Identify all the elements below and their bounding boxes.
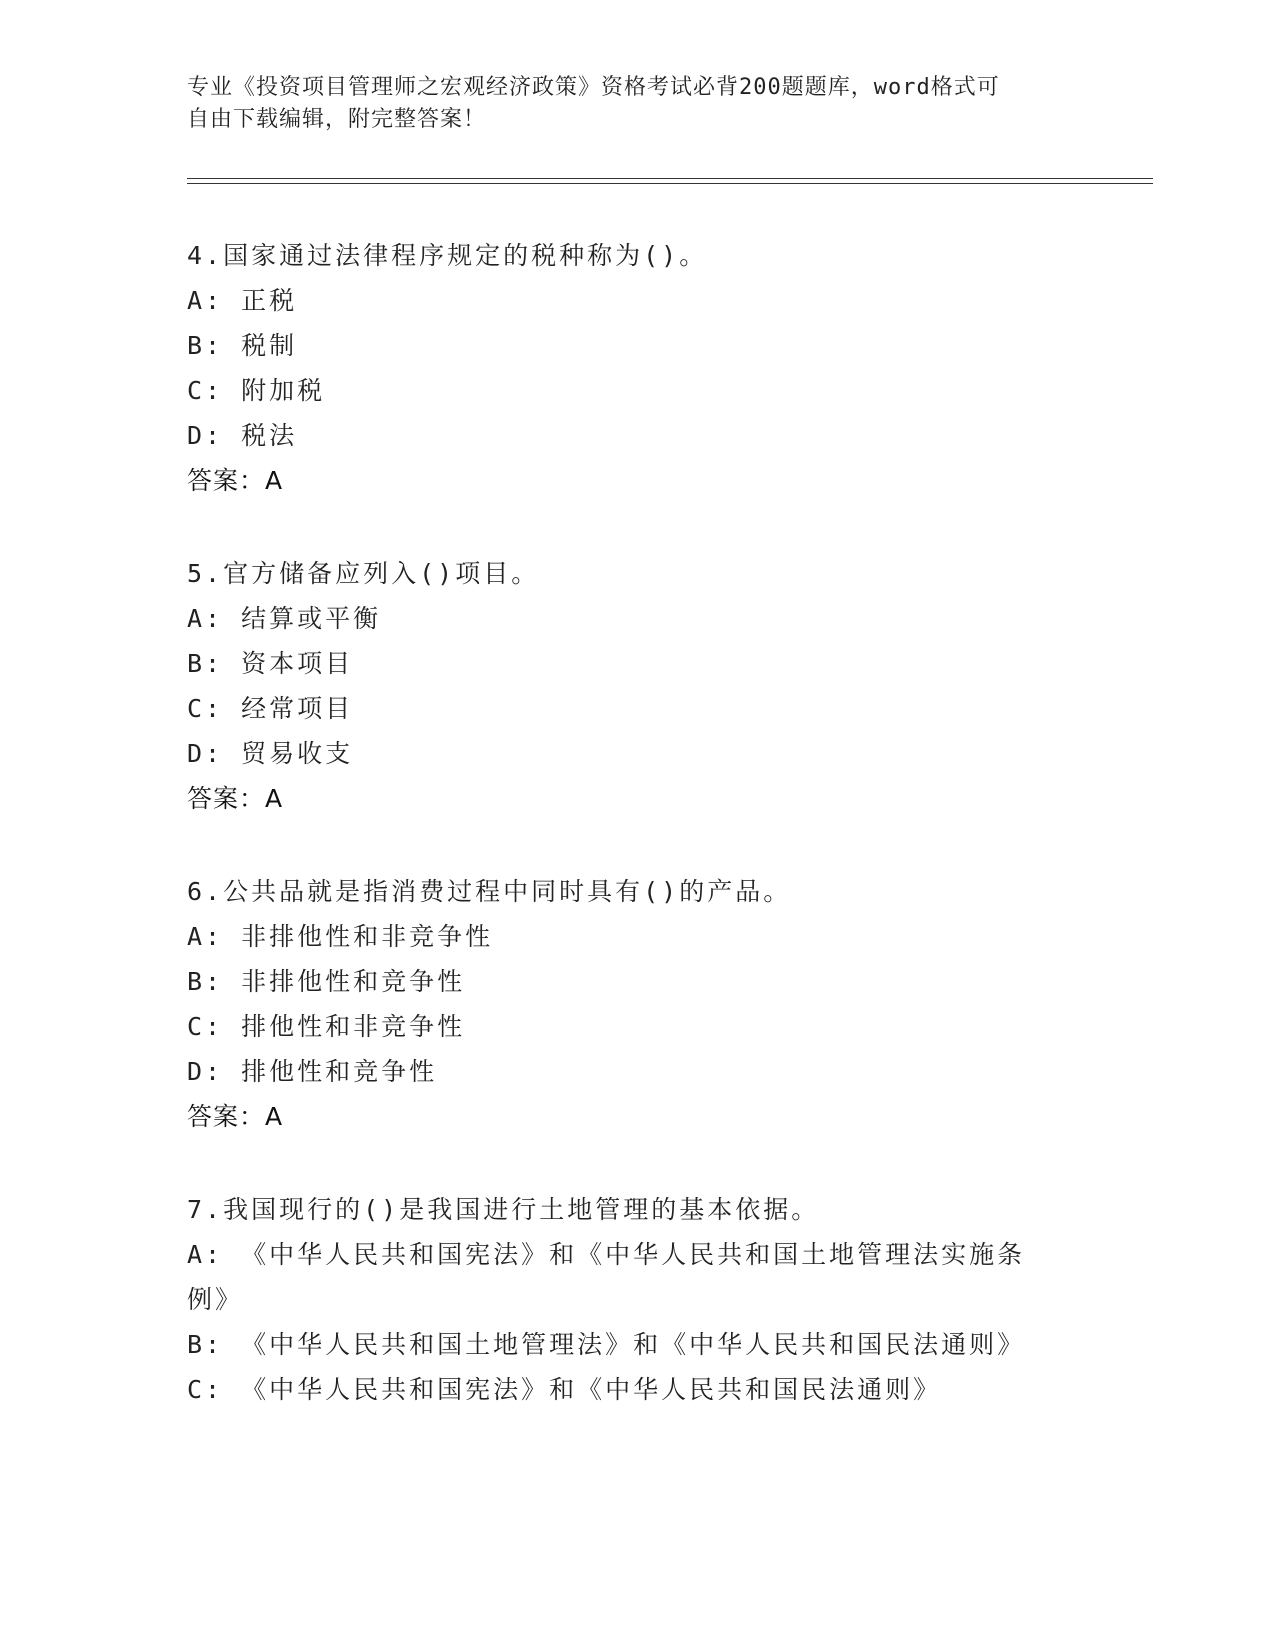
option-d: D: 贸易收支 — [187, 739, 354, 768]
answer-text: 答案：A — [187, 1102, 284, 1131]
header-line-2: 自由下载编辑，附完整答案！ — [187, 107, 487, 132]
question-stem: 4.国家通过法律程序规定的税种称为()。 — [187, 241, 708, 270]
option-b: B: 《中华人民共和国土地管理法》和《中华人民共和国民法通则》 — [187, 1330, 1026, 1359]
option-a: A: 正税 — [187, 286, 298, 315]
option-a: A: 《中华人民共和国宪法》和《中华人民共和国土地管理法实施条例》 — [187, 1240, 1026, 1314]
question-5 — [187, 551, 1087, 821]
answer-text: 答案：A — [187, 466, 284, 495]
option-d: D: 排他性和竞争性 — [187, 1057, 438, 1086]
option-a: A: 结算或平衡 — [187, 604, 382, 633]
question-7 — [187, 1187, 1087, 1412]
option-b: B: 非排他性和竞争性 — [187, 967, 466, 996]
option-b: B: 资本项目 — [187, 649, 354, 678]
header-divider-top — [187, 178, 1153, 179]
option-c: C: 附加税 — [187, 376, 326, 405]
header-divider-bottom — [187, 183, 1153, 184]
question-stem: 6.公共品就是指消费过程中同时具有()的产品。 — [187, 877, 792, 906]
option-c: C: 排他性和非竞争性 — [187, 1012, 466, 1041]
option-b: B: 税制 — [187, 331, 298, 360]
option-c: C: 经常项目 — [187, 694, 354, 723]
header-line-1: 专业《投资项目管理师之宏观经济政策》资格考试必背200题题库，word格式可 — [187, 75, 1000, 100]
question-stem: 5.官方储备应列入()项目。 — [187, 559, 540, 588]
question-stem: 7.我国现行的()是我国进行土地管理的基本依据。 — [187, 1195, 820, 1224]
question-6 — [187, 869, 1087, 1139]
answer-text: 答案：A — [187, 784, 284, 813]
option-c: C: 《中华人民共和国宪法》和《中华人民共和国民法通则》 — [187, 1375, 942, 1404]
option-d: D: 税法 — [187, 421, 298, 450]
option-a: A: 非排他性和非竞争性 — [187, 922, 494, 951]
question-4 — [187, 233, 1087, 503]
document-header — [187, 72, 1087, 136]
